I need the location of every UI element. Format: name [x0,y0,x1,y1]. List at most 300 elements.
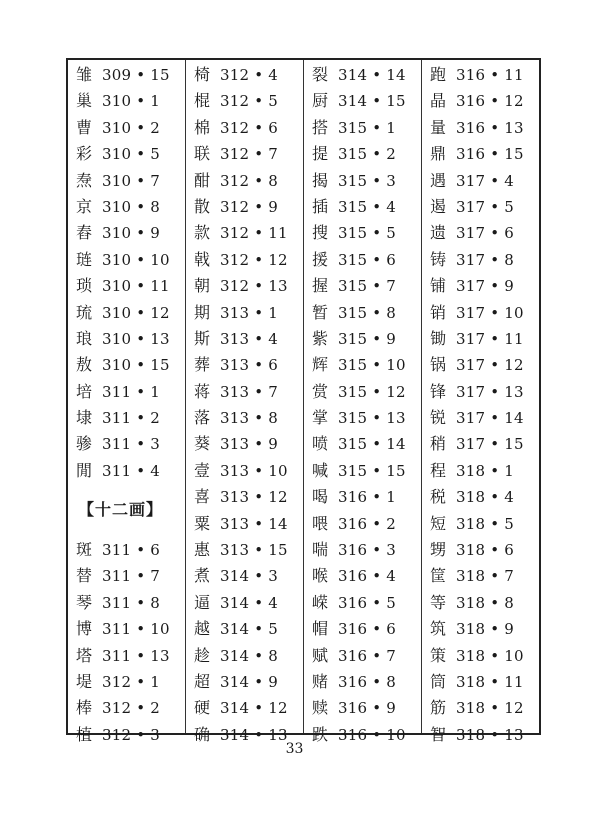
index-table [66,58,541,744]
index-entry [304,643,421,669]
entry-character: 越 [194,619,211,639]
index-entry [186,643,303,669]
index-entry [422,168,539,194]
index-entry [186,326,303,352]
entry-reference: 313 • 10 [220,461,288,480]
entry-reference: 312 • 2 [102,699,160,718]
entry-reference: 313 • 15 [220,541,288,560]
entry-character: 落 [194,408,211,428]
entry-character: 跌 [312,724,329,744]
index-entry [422,405,539,431]
index-entry [422,590,539,616]
entry-reference: 317 • 4 [456,171,514,190]
index-entry [68,537,185,563]
entry-character: 喘 [312,540,329,560]
entry-reference: 314 • 4 [220,593,278,612]
entry-character: 閒 [76,460,93,480]
entry-reference: 314 • 9 [220,672,278,691]
entry-reference: 315 • 2 [338,145,396,164]
entry-reference: 311 • 1 [102,382,160,401]
entry-character: 锄 [430,328,447,348]
entry-reference: 316 • 13 [456,118,524,137]
entry-reference: 316 • 7 [338,646,396,665]
index-entry [422,273,539,299]
entry-character: 紫 [312,328,329,348]
entry-reference: 314 • 14 [338,66,406,84]
entry-character: 琏 [76,249,93,269]
entry-reference: 315 • 10 [338,356,406,375]
index-entry [68,194,185,220]
index-entry [68,141,185,167]
entry-reference: 317 • 11 [456,329,524,348]
entry-character: 朝 [194,276,211,296]
index-entry [422,431,539,457]
index-entry [304,616,421,642]
entry-reference: 314 • 8 [220,646,278,665]
entry-character: 智 [430,724,447,744]
index-entry [186,458,303,484]
entry-character: 暂 [312,302,329,322]
entry-character: 稍 [430,434,447,454]
index-entry [68,352,185,378]
index-entry [68,88,185,114]
entry-character: 植 [76,724,93,744]
entry-character: 确 [194,724,211,744]
entry-reference: 316 • 5 [338,593,396,612]
index-entry [422,379,539,405]
entry-character: 培 [76,381,93,401]
index-entry [186,695,303,721]
index-entry [186,484,303,510]
index-entry [186,352,303,378]
index-entry [186,669,303,695]
index-entry [304,431,421,457]
entry-reference: 310 • 8 [102,197,160,216]
entry-character: 鼎 [430,144,447,164]
entry-reference: 312 • 3 [102,725,160,744]
entry-character: 趁 [194,645,211,665]
index-entry [68,643,185,669]
index-entry [186,511,303,537]
entry-reference: 311 • 3 [102,435,160,454]
entry-reference: 315 • 6 [338,250,396,269]
index-entry [186,405,303,431]
entry-character: 粟 [194,513,211,533]
entry-character: 棒 [76,698,93,718]
index-entry [68,616,185,642]
entry-reference: 312 • 4 [220,66,278,84]
entry-reference: 315 • 3 [338,171,396,190]
entry-character: 赏 [312,381,329,401]
index-entry [186,88,303,114]
entry-character: 棍 [194,91,211,111]
entry-character: 筑 [430,619,447,639]
index-entry [304,141,421,167]
index-entry [304,669,421,695]
entry-character: 琐 [76,276,93,296]
entry-character: 等 [430,592,447,612]
index-entry [422,326,539,352]
index-entry [186,616,303,642]
index-entry [304,300,421,326]
index-entry [304,88,421,114]
index-entry [422,62,539,88]
index-entry [422,511,539,537]
entry-reference: 313 • 6 [220,356,278,375]
index-column-1 [68,60,185,744]
entry-character: 葬 [194,355,211,375]
entry-character: 戟 [194,249,211,269]
index-entry [68,326,185,352]
entry-character: 巢 [76,91,93,111]
page-number: 33 [285,741,304,757]
entry-character: 喝 [312,487,329,507]
entry-character: 逼 [194,592,211,612]
entry-reference: 316 • 6 [338,620,396,639]
index-entry [186,300,303,326]
entry-reference: 317 • 8 [456,250,514,269]
index-entry [304,484,421,510]
entry-character: 敖 [76,355,93,375]
entry-reference: 313 • 14 [220,514,288,533]
entry-character: 援 [312,249,329,269]
entry-reference: 317 • 5 [456,197,514,216]
index-entry [304,220,421,246]
entry-reference: 318 • 8 [456,593,514,612]
entry-character: 锋 [430,381,447,401]
entry-reference: 315 • 5 [338,224,396,243]
entry-reference: 318 • 4 [456,488,514,507]
entry-reference: 317 • 15 [456,435,524,454]
entry-character: 税 [430,487,447,507]
entry-reference: 310 • 9 [102,224,160,243]
index-entry [186,273,303,299]
entry-character: 埭 [76,408,93,428]
index-entry [186,537,303,563]
index-entry [304,511,421,537]
index-entry [422,352,539,378]
entry-character: 铺 [430,276,447,296]
entry-reference: 317 • 9 [456,277,514,296]
index-entry [304,352,421,378]
index-entry [422,194,539,220]
entry-character: 琉 [76,302,93,322]
index-column-2 [185,60,303,744]
entry-character: 晶 [430,91,447,111]
entry-character: 跑 [430,65,447,84]
index-entry [304,194,421,220]
index-entry [68,300,185,326]
entry-reference: 311 • 7 [102,567,160,586]
entry-character: 销 [430,302,447,322]
entry-reference: 315 • 14 [338,435,406,454]
entry-reference: 318 • 1 [456,461,514,480]
entry-character: 辉 [312,355,329,375]
entry-character: 堤 [76,672,93,691]
entry-character: 喷 [312,434,329,454]
entry-reference: 316 • 11 [456,66,524,84]
entry-reference: 314 • 13 [220,725,288,744]
entry-reference: 315 • 13 [338,409,406,428]
index-entry [68,379,185,405]
entry-character: 揭 [312,170,329,190]
index-entry [304,115,421,141]
entry-character: 酣 [194,170,211,190]
index-entry [304,405,421,431]
entry-character: 遏 [430,196,447,216]
entry-reference: 318 • 9 [456,620,514,639]
entry-reference: 315 • 4 [338,197,396,216]
index-entry [186,220,303,246]
entry-character: 程 [430,460,447,480]
index-entry [68,247,185,273]
index-entry [68,563,185,589]
entry-reference: 309 • 15 [102,66,170,84]
index-entry [68,669,185,695]
entry-character: 京 [76,196,93,216]
entry-reference: 318 • 6 [456,541,514,560]
index-entry [304,537,421,563]
entry-character: 雏 [76,65,93,84]
entry-character: 厨 [312,91,329,111]
index-entry [186,62,303,88]
entry-reference: 311 • 2 [102,409,160,428]
entry-reference: 315 • 12 [338,382,406,401]
entry-reference: 316 • 9 [338,699,396,718]
entry-reference: 316 • 1 [338,488,396,507]
entry-character: 喂 [312,513,329,533]
entry-character: 锅 [430,355,447,375]
stroke-count-heading: 【十二画】 [78,500,164,520]
entry-reference: 312 • 5 [220,92,278,111]
entry-character: 提 [312,144,329,164]
entry-character: 喊 [312,460,329,480]
entry-character: 喜 [194,487,211,507]
index-entry [422,247,539,273]
index-entry [304,458,421,484]
index-entry [422,484,539,510]
entry-reference: 316 • 4 [338,567,396,586]
entry-character: 插 [312,196,329,216]
entry-reference: 317 • 14 [456,409,524,428]
entry-character: 彩 [76,144,93,164]
entry-character: 壹 [194,460,211,480]
entry-reference: 312 • 9 [220,197,278,216]
entry-reference: 311 • 6 [102,541,160,560]
entry-character: 量 [430,117,447,137]
entry-character: 超 [194,671,211,691]
entry-character: 搜 [312,223,329,243]
entry-reference: 311 • 8 [102,593,160,612]
entry-character: 骖 [76,434,93,454]
index-entry [186,115,303,141]
entry-reference: 312 • 12 [220,250,288,269]
entry-reference: 315 • 9 [338,329,396,348]
index-column-4 [421,60,539,744]
entry-reference: 317 • 12 [456,356,524,375]
entry-reference: 316 • 12 [456,92,524,111]
entry-character: 琴 [76,592,93,612]
entry-reference: 312 • 1 [102,673,160,691]
index-entry [422,141,539,167]
entry-character: 琅 [76,328,93,348]
index-entry [422,537,539,563]
index-entry [186,168,303,194]
entry-character: 策 [430,645,447,665]
index-entry [68,220,185,246]
entry-character: 帽 [312,619,329,639]
entry-character: 散 [194,196,211,216]
entry-character: 替 [76,566,93,586]
entry-reference: 312 • 11 [220,224,288,243]
entry-reference: 314 • 3 [220,567,278,586]
entry-character: 嵘 [312,592,329,612]
entry-reference: 316 • 8 [338,672,396,691]
index-entry [68,431,185,457]
entry-reference: 314 • 5 [220,620,278,639]
index-entry [68,590,185,616]
entry-reference: 316 • 15 [456,145,524,164]
index-entry [186,194,303,220]
entry-character: 葵 [194,434,211,454]
entry-reference: 310 • 5 [102,145,160,164]
entry-reference: 318 • 10 [456,646,524,665]
entry-reference: 312 • 7 [220,145,278,164]
index-entry [422,88,539,114]
entry-reference: 314 • 15 [338,92,406,111]
index-entry [304,379,421,405]
entry-reference: 317 • 13 [456,382,524,401]
index-entry [68,405,185,431]
entry-character: 铸 [430,249,447,269]
entry-reference: 310 • 10 [102,250,170,269]
entry-reference: 311 • 10 [102,620,170,639]
entry-character: 遇 [430,170,447,190]
index-entry [304,326,421,352]
entry-character: 裂 [312,65,329,84]
index-entry [304,563,421,589]
entry-character: 赌 [312,671,329,691]
entry-reference: 317 • 6 [456,224,514,243]
entry-reference: 310 • 1 [102,92,160,111]
entry-reference: 318 • 5 [456,514,514,533]
index-entry [68,273,185,299]
entry-character: 款 [194,223,211,243]
entry-character: 惠 [194,540,211,560]
entry-reference: 310 • 12 [102,303,170,322]
index-entry [186,379,303,405]
entry-character: 联 [194,144,211,164]
entry-reference: 318 • 7 [456,567,514,586]
entry-reference: 311 • 13 [102,646,170,665]
entry-character: 斑 [76,540,93,560]
entry-reference: 310 • 7 [102,171,160,190]
index-entry [422,220,539,246]
index-entry [68,168,185,194]
entry-character: 赎 [312,698,329,718]
entry-character: 掌 [312,408,329,428]
entry-character: 赋 [312,645,329,665]
entry-reference: 318 • 11 [456,672,524,691]
index-entry [422,695,539,721]
entry-character: 博 [76,619,93,639]
entry-character: 期 [194,302,211,322]
index-entry [304,62,421,88]
entry-character: 曹 [76,117,93,137]
index-entry [304,695,421,721]
entry-reference: 315 • 7 [338,277,396,296]
index-entry [422,669,539,695]
entry-character: 筒 [430,671,447,691]
index-entry [422,458,539,484]
entry-character: 短 [430,513,447,533]
entry-reference: 315 • 15 [338,461,406,480]
entry-character: 煮 [194,566,211,586]
index-entry [68,458,185,484]
entry-character: 棉 [194,117,211,137]
entry-reference: 312 • 8 [220,171,278,190]
entry-reference: 318 • 12 [456,699,524,718]
entry-reference: 316 • 10 [338,725,406,744]
entry-character: 斯 [194,328,211,348]
index-entry [186,590,303,616]
entry-reference: 315 • 8 [338,303,396,322]
entry-reference: 313 • 9 [220,435,278,454]
index-entry [304,168,421,194]
index-entry [422,300,539,326]
entry-reference: 310 • 11 [102,277,170,296]
entry-reference: 313 • 12 [220,488,288,507]
entry-character: 筋 [430,698,447,718]
index-entry [304,247,421,273]
entry-character: 甥 [430,540,447,560]
entry-character: 遗 [430,223,447,243]
entry-character: 舂 [76,223,93,243]
index-entry [186,431,303,457]
entry-reference: 313 • 1 [220,303,278,322]
entry-character: 喉 [312,566,329,586]
index-entry [422,616,539,642]
entry-reference: 316 • 3 [338,541,396,560]
entry-reference: 317 • 10 [456,303,524,322]
index-entry [68,62,185,88]
entry-reference: 310 • 13 [102,329,170,348]
entry-character: 硬 [194,698,211,718]
entry-reference: 315 • 1 [338,118,396,137]
index-entry [422,115,539,141]
entry-character: 搭 [312,117,329,137]
entry-character: 焘 [76,170,93,190]
entry-reference: 314 • 12 [220,699,288,718]
entry-reference: 313 • 8 [220,409,278,428]
entry-character: 椅 [194,65,211,84]
entry-reference: 313 • 4 [220,329,278,348]
entry-reference: 313 • 7 [220,382,278,401]
entry-character: 握 [312,276,329,296]
index-entry [68,115,185,141]
entry-reference: 312 • 13 [220,277,288,296]
entry-character: 筐 [430,566,447,586]
index-entry [186,141,303,167]
entry-reference: 311 • 4 [102,461,160,480]
index-entry [68,695,185,721]
entry-character: 蒋 [194,381,211,401]
index-entry [304,273,421,299]
index-entry [186,563,303,589]
entry-reference: 318 • 13 [456,725,524,744]
index-entry [186,247,303,273]
index-entry [422,643,539,669]
